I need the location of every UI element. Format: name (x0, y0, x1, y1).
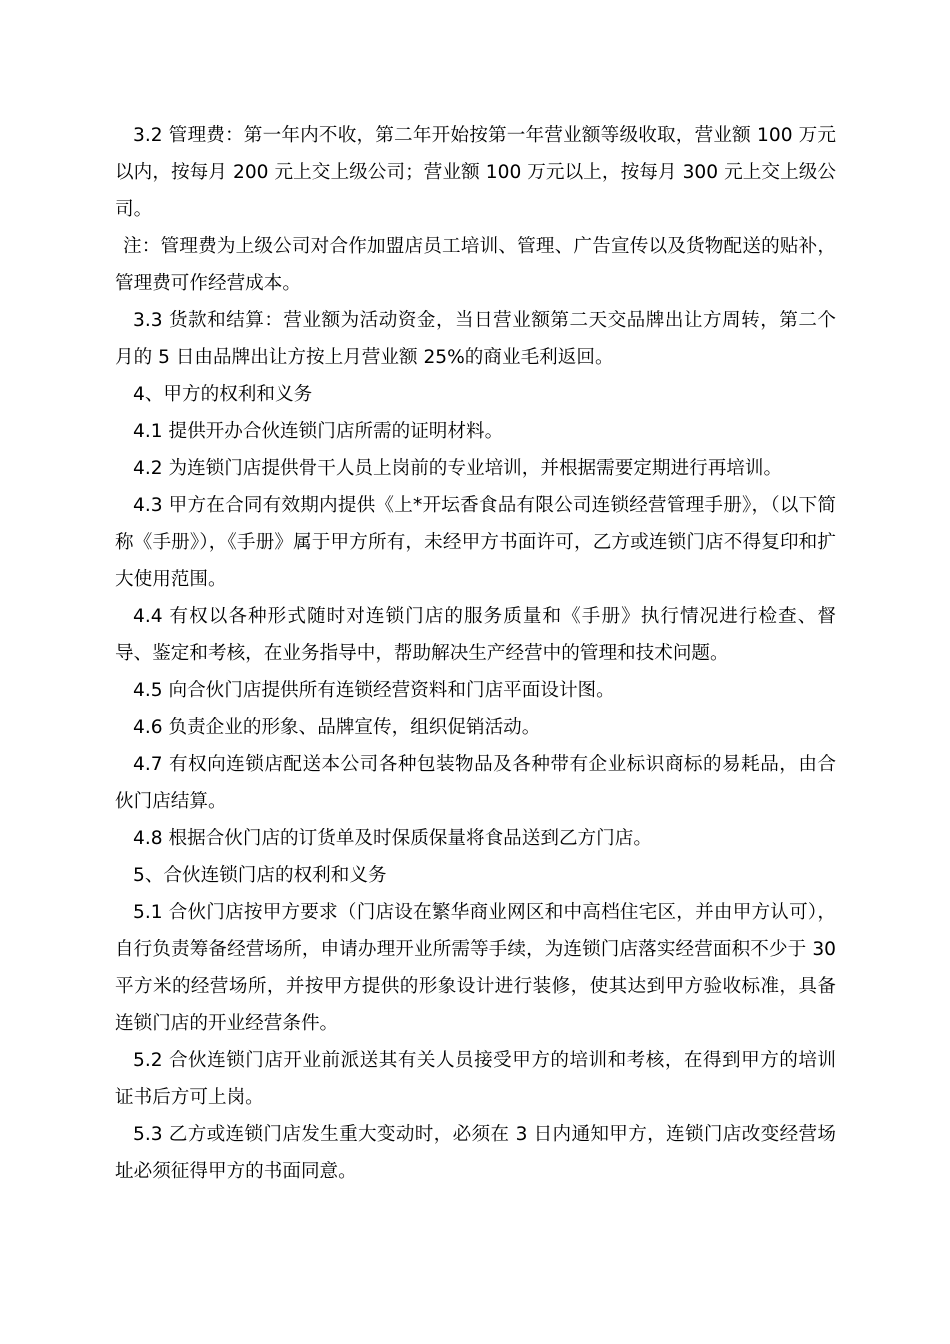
section-heading-5-store-rights: 5、合伙连锁门店的权利和义务 (133, 865, 387, 886)
paragraph-4-8: 4.8 根据合伙门店的订货单及时保质保量将食品送到乙方门店。 (133, 828, 652, 849)
paragraph-4-3: 4.3 甲方在合同有效期内提供《上*开坛香食品有限公司连锁经营管理手册》，（以下简称《手册》），《手册》属于甲方所有，未经甲方书面许可，乙方或连锁门店不得复印和扩大使用范围。 (115, 495, 836, 590)
paragraph-4-1: 4.1 提供开办合伙连锁门店所需的证明材料。 (133, 421, 504, 442)
paragraph-3-2-management-fee: 3.2 管理费：第一年内不收，第二年开始按第一年营业额等级收取，营业额 100 万元以内，按每月 200 元上交上级公司；营业额 100 万元以上，按每月 300 元上交上级公司。 (115, 125, 836, 220)
paragraph-5-3: 5.3 乙方或连锁门店发生重大变动时，必须在 3 日内通知甲方，连锁门店改变经营场址必须征得甲方的书面同意。 (115, 1124, 836, 1182)
paragraph-5-1: 5.1 合伙门店按甲方要求（门店设在繁华商业网区和中高档住宅区，并由甲方认可），自行负责筹备经营场所，申请办理开业所需等手续，为连锁门店落实经营面积不少于 30 平方米的经营场所，并按甲方提供的形象设计进行装修，使其达到甲方验收标准，具备连锁门店的开业经营条件。 (115, 902, 836, 1034)
section-heading-4-party-a-rights: 4、甲方的权利和义务 (133, 384, 313, 405)
document-page (115, 117, 836, 1190)
paragraph-3-3-payment-settlement: 3.3 货款和结算：营业额为活动资金，当日营业额第二天交品牌出让方周转，第二个月的 5 日由品牌出让方按上月营业额 25%的商业毛利返回。 (115, 310, 836, 368)
paragraph-4-4: 4.4 有权以各种形式随时对连锁门店的服务质量和《手册》执行情况进行检查、督导、鉴定和考核，在业务指导中，帮助解决生产经营中的管理和技术问题。 (115, 606, 836, 664)
paragraph-4-6: 4.6 负责企业的形象、品牌宣传，组织促销活动。 (133, 717, 541, 738)
paragraph-5-2: 5.2 合伙连锁门店开业前派送其有关人员接受甲方的培训和考核，在得到甲方的培训证书后方可上岗。 (115, 1050, 836, 1108)
paragraph-4-5: 4.5 向合伙门店提供所有连锁经营资料和门店平面设计图。 (133, 680, 615, 701)
paragraph-4-7: 4.7 有权向连锁店配送本公司各种包装物品及各种带有企业标识商标的易耗品，由合伙门店结算。 (115, 754, 836, 812)
paragraph-note-management-fee: 注：管理费为上级公司对合作加盟店员工培训、管理、广告宣传以及货物配送的贴补，管理费可作经营成本。 (115, 236, 836, 294)
paragraph-4-2: 4.2 为连锁门店提供骨干人员上岗前的专业培训，并根据需要定期进行再培训。 (133, 458, 783, 479)
